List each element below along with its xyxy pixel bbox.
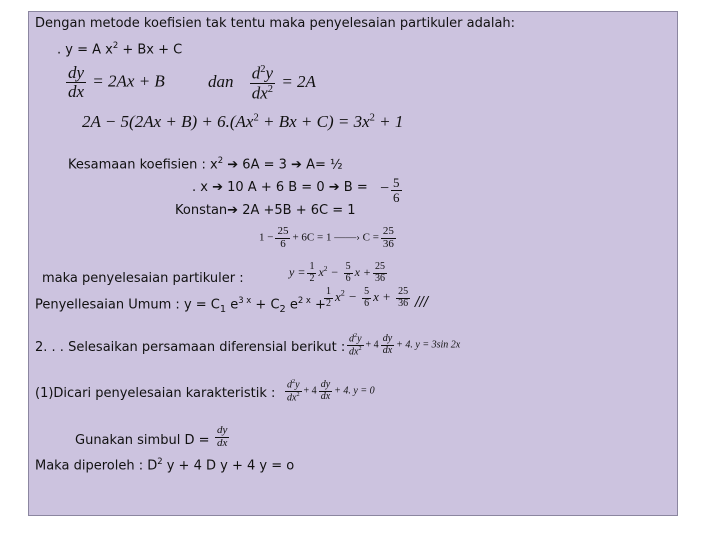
general-solution-text: Penyellesaian Umum : $y = C_1$ $e^{3 x} + C_2$ $e^{2 x}$ + xyxy=(35,295,326,315)
first-derivative: $\frac{dy}{dx}$ = 2Ax + B xyxy=(68,63,165,101)
symbol-d-text: Gunakan simbul D = xyxy=(75,433,210,448)
partikuler-label: maka penyelesaian partikuler : xyxy=(42,271,244,286)
partikuler-equation: y = $\frac{1}{2}$ $x^2$ − $\frac{5}{6}$ x + $\frac{25}{36}$ xyxy=(289,261,386,284)
arrow-icon: ➔ xyxy=(291,157,302,173)
arrow-icon: ➔ xyxy=(227,157,239,173)
y-form-line: . y = A $x^2 + Bx + C$ xyxy=(57,40,183,58)
general-solution-tail: $\frac{1}{2}$ $x^2$ − $\frac{5}{6}$ x + $\frac{25}{36}$ xyxy=(326,286,409,309)
koefisien-line-1: Kesamaan koefisien : $x^2$ ➔ 6A = 3 ➔ A= ½ xyxy=(68,155,343,173)
symbol-d-fraction: $\frac{dy}{dx}$ xyxy=(217,424,228,449)
item-2-text: 2. . . Selesaikan persamaan diferensial berikut : xyxy=(35,340,346,355)
koefisien-line-2: . x ➔ 10 A + 6 B = 0 ➔ B = xyxy=(192,180,368,195)
heading-text: Dengan metode koefisien tak tentu maka penyelesaian partikuler adalah: xyxy=(35,16,516,31)
item-2-equation: $\frac{d^2y}{dx^2}$ + 4 $\frac{dy}{dx}$ + 4. y = 3sin 2x xyxy=(349,332,461,358)
second-derivative: dan $\frac{d^2y}{dx^2}$ = 2A xyxy=(208,63,316,103)
b-fraction: − $\frac{5}{6}$ xyxy=(380,175,400,205)
item-3-text: (1)Dicari penyelesaian karakteristik : xyxy=(35,386,276,401)
c-solution-line: 1 − $\frac{25}{6}$ + 6C = 1 ——› C = $\frac{25}{36}$ xyxy=(259,225,394,250)
arrow-icon: ➔ xyxy=(328,180,340,195)
characteristic-equation: Maka diperoleh : $D^2$ y + 4 D y + 4 y = o xyxy=(35,456,295,474)
substitution-equation: $2A - 5(2Ax + B) + 6.(Ax^2 + Bx + C) = 3x^2 + 1$ xyxy=(82,112,404,131)
arrow-icon: ➔ xyxy=(212,180,223,195)
koefisien-line-3: Konstan➔ 2A +5B + 6C = 1 xyxy=(175,203,356,218)
slashes-mark: /// xyxy=(415,295,429,310)
arrow-icon: ➔ xyxy=(227,203,239,218)
item-3-equation: $\frac{d^2y}{dx^2}$ + 4 $\frac{dy}{dx}$ + 4. y = 0 xyxy=(287,378,375,404)
